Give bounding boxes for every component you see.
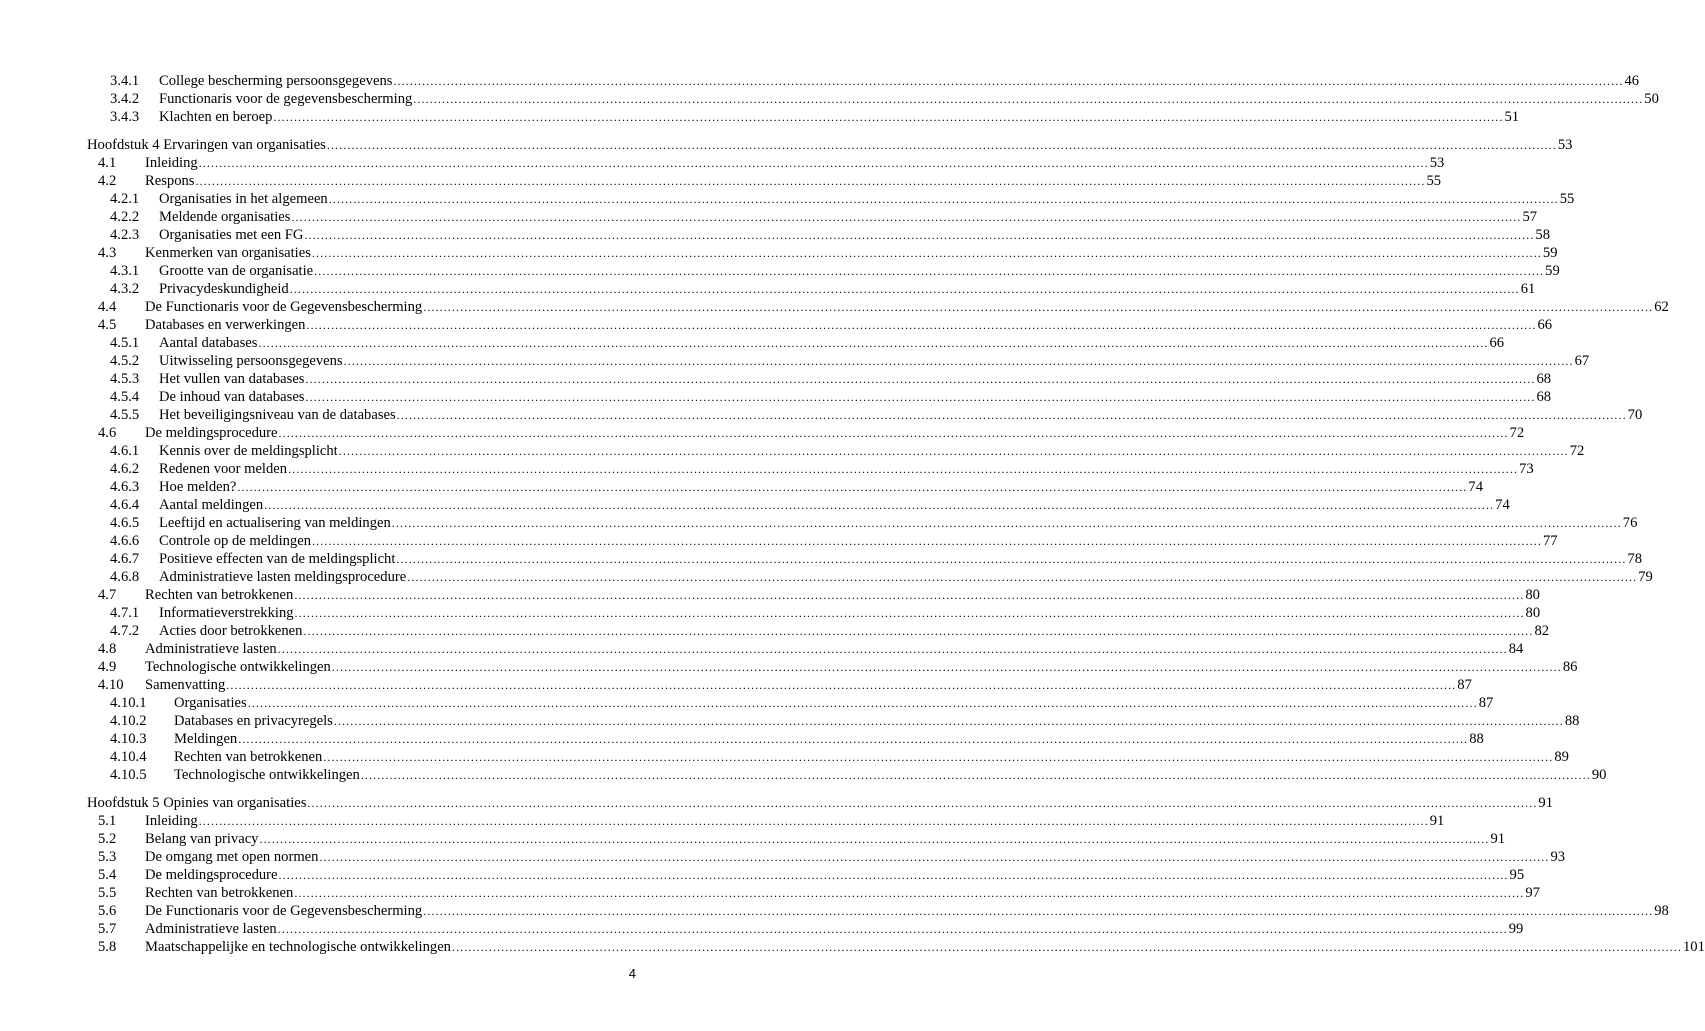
toc-entry[interactable] [87, 424, 1525, 442]
toc-dot-leader: ............................................................................................................................................................................................................................................................................................................ [195, 174, 1426, 188]
page-number: 4 [628, 966, 636, 981]
toc-entry[interactable] [87, 532, 1558, 550]
toc-dot-leader: ............................................................................................................................................................................................................................................................................................................ [333, 714, 1564, 728]
toc-entry-number: 5.6 [98, 903, 117, 919]
toc-entry-title: Aantal databases [159, 335, 258, 351]
toc-dot-leader: ............................................................................................................................................................................................................................................................................................................ [277, 922, 1508, 936]
toc-entry-number: 4.6.6 [110, 533, 140, 549]
toc-dot-leader: ............................................................................................................................................................................................................................................................................................................ [198, 814, 1429, 828]
toc-entry[interactable] [87, 586, 1540, 604]
toc-dot-leader: ............................................................................................................................................................................................................................................................................................................ [247, 696, 1478, 710]
toc-entry[interactable] [87, 208, 1538, 226]
toc-entry-page: 82 [1534, 623, 1550, 639]
toc-entry[interactable] [87, 568, 1653, 586]
toc-dot-leader: ............................................................................................................................................................................................................................................................................................................ [288, 462, 1519, 476]
toc-entry-number: 4.6 [98, 425, 117, 441]
toc-entry[interactable] [87, 352, 1590, 370]
toc-entry-title: Uitwisseling persoonsgegevens [159, 353, 343, 369]
toc-entry-number: 4.10.1 [110, 695, 147, 711]
toc-entry-page: 61 [1520, 281, 1536, 297]
toc-entry-page: 66 [1537, 317, 1553, 333]
toc-entry-number: 4.10.5 [110, 767, 147, 783]
toc-entry-title: Meldingen [174, 731, 238, 747]
toc-entry-number: 5.5 [98, 885, 117, 901]
toc-spacer [87, 126, 639, 136]
toc-entry-page: 68 [1536, 389, 1552, 405]
toc-entry-page: 87 [1478, 695, 1494, 711]
toc-dot-leader: ............................................................................................................................................................................................................................................................................................................ [258, 336, 1489, 350]
toc-entry-page: 101 [1682, 939, 1705, 955]
toc-entry-page: 91 [1490, 831, 1506, 847]
toc-entry-page: 95 [1509, 867, 1525, 883]
toc-entry-page: 99 [1508, 921, 1524, 937]
toc-entry-number: 4.6.5 [110, 515, 140, 531]
toc-entry-title: Grootte van de organisatie [159, 263, 314, 279]
toc-entry-number: 4.5.5 [110, 407, 140, 423]
toc-dot-leader: ............................................................................................................................................................................................................................................................................................................ [294, 886, 1525, 900]
toc-entry[interactable] [87, 226, 1551, 244]
toc-entry-page: 78 [1627, 551, 1643, 567]
toc-entry[interactable] [87, 920, 1524, 938]
toc-entry[interactable] [87, 388, 1552, 406]
toc-entry-number: 4.6.7 [110, 551, 140, 567]
toc-entry-page: 76 [1622, 515, 1638, 531]
toc-entry-page: 88 [1469, 731, 1484, 747]
toc-entry-title: Redenen voor melden [159, 461, 288, 477]
toc-entry[interactable] [87, 280, 1536, 298]
toc-entry-number: 5.1 [98, 813, 117, 829]
toc-entry-title: Meldende organisaties [159, 209, 291, 225]
table-of-contents [87, 72, 1705, 956]
toc-entry-page: 55 [1559, 191, 1575, 207]
toc-entry-number: 4.7.1 [110, 605, 140, 621]
toc-entry-page: 68 [1536, 371, 1552, 387]
toc-entry-title: Databases en verwerkingen [145, 317, 306, 333]
toc-entry[interactable] [87, 90, 1659, 108]
toc-spacer [87, 784, 639, 794]
toc-entry-title: Hoofdstuk 4 Ervaringen van organisaties [87, 137, 326, 153]
toc-dot-leader: ............................................................................................................................................................................................................................................................................................................ [294, 588, 1525, 602]
toc-entry-title: De Functionaris voor de Gegevensbescherming [145, 299, 423, 315]
toc-entry-page: 70 [1627, 407, 1643, 423]
toc-entry-page: 59 [1545, 263, 1560, 279]
toc-entry[interactable] [87, 694, 1494, 712]
toc-entry-number: 4.7.2 [110, 623, 140, 639]
toc-entry-page: 97 [1525, 885, 1540, 901]
toc-entry-page: 93 [1550, 849, 1566, 865]
toc-dot-leader: ............................................................................................................................................................................................................................................................................................................ [331, 660, 1562, 674]
toc-dot-leader: ............................................................................................................................................................................................................................................................................................................ [423, 904, 1654, 918]
toc-dot-leader: ............................................................................................................................................................................................................................................................................................................ [319, 850, 1550, 864]
toc-entry-title: Aantal meldingen [159, 497, 264, 513]
toc-entry-title: Organisaties in het algemeen [159, 191, 328, 207]
toc-dot-leader: ............................................................................................................................................................................................................................................................................................................ [343, 354, 1574, 368]
toc-entry[interactable] [87, 370, 1552, 388]
toc-entry-number: 4.5.4 [110, 389, 140, 405]
toc-entry-title: De meldingsprocedure [145, 425, 278, 441]
toc-entry-page: 80 [1525, 587, 1540, 603]
toc-entry-number: 4.7 [98, 587, 117, 603]
toc-entry[interactable] [87, 604, 1541, 622]
toc-entry-number: 4.6.1 [110, 443, 140, 459]
toc-entry-number: 5.4 [98, 867, 117, 883]
toc-entry-number: 4.6.4 [110, 497, 140, 513]
toc-entry-number: 4.4 [98, 299, 117, 315]
toc-entry-title: Positieve effecten van de meldingsplicht [159, 551, 396, 567]
toc-entry-title: Technologische ontwikkelingen [174, 767, 360, 783]
toc-entry-number: 5.3 [98, 849, 117, 865]
toc-entry[interactable] [87, 866, 1525, 884]
toc-entry-number: 4.8 [98, 641, 117, 657]
toc-entry-page: 91 [1429, 813, 1445, 829]
toc-entry-title: Rechten van betrokkenen [145, 885, 294, 901]
toc-entry[interactable] [87, 442, 1585, 460]
toc-entry-page: 72 [1569, 443, 1585, 459]
toc-entry-page: 53 [1429, 155, 1445, 171]
toc-entry-title: College bescherming persoonsgegevens [159, 73, 393, 89]
toc-entry-number: 4.5 [98, 317, 117, 333]
toc-entry-title: Administratieve lasten [145, 641, 277, 657]
toc-entry-number: 4.10.4 [110, 749, 147, 765]
toc-entry-page: 62 [1654, 299, 1669, 315]
toc-entry-title: De inhoud van databases [159, 389, 305, 405]
toc-entry[interactable] [87, 108, 1520, 126]
toc-dot-leader: ............................................................................................................................................................................................................................................................................................................ [360, 768, 1591, 782]
toc-entry-number: 4.10.3 [110, 731, 147, 747]
toc-entry-page: 46 [1624, 73, 1640, 89]
toc-dot-leader: ............................................................................................................................................................................................................................................................................................................ [278, 426, 1509, 440]
toc-entry-title: Databases en privacyregels [174, 713, 333, 729]
toc-dot-leader: ............................................................................................................................................................................................................................................................................................................ [396, 408, 1627, 422]
toc-entry-page: 80 [1525, 605, 1541, 621]
toc-entry[interactable] [87, 812, 1445, 830]
toc-entry[interactable] [87, 514, 1638, 532]
toc-entry[interactable] [87, 190, 1575, 208]
toc-entry-title: Klachten en beroep [159, 109, 273, 125]
toc-entry-title: Leeftijd en actualisering van meldingen [159, 515, 391, 531]
toc-dot-leader: ............................................................................................................................................................................................................................................................................................................ [289, 282, 1520, 296]
toc-entry-title: Belang van privacy [145, 831, 259, 847]
toc-entry[interactable] [87, 406, 1643, 424]
toc-dot-leader: ............................................................................................................................................................................................................................................................................................................ [314, 264, 1545, 278]
toc-dot-leader: ............................................................................................................................................................................................................................................................................................................ [323, 750, 1554, 764]
toc-entry[interactable] [87, 154, 1445, 172]
toc-dot-leader: ............................................................................................................................................................................................................................................................................................................ [264, 498, 1495, 512]
toc-entry[interactable] [87, 830, 1506, 848]
toc-entry[interactable] [87, 316, 1553, 334]
toc-entry-page: 59 [1542, 245, 1558, 261]
toc-entry-number: 4.2.2 [110, 209, 140, 225]
toc-dot-leader: ............................................................................................................................................................................................................................................................................................................ [238, 732, 1469, 746]
toc-entry-title: Administratieve lasten meldingsprocedure [159, 569, 407, 585]
toc-entry-number: 4.3 [98, 245, 117, 261]
toc-chapter-entry[interactable] [87, 794, 1554, 812]
toc-entry-number: 3.4.2 [110, 91, 140, 107]
toc-entry-number: 4.2 [98, 173, 117, 189]
toc-entry-page: 84 [1508, 641, 1524, 657]
toc-entry-page: 91 [1538, 795, 1554, 811]
toc-entry-title: Respons [145, 173, 195, 189]
toc-entry-page: 50 [1644, 91, 1659, 107]
toc-entry-page: 77 [1543, 533, 1558, 549]
toc-dot-leader: ............................................................................................................................................................................................................................................................................................................ [303, 624, 1534, 638]
toc-entry[interactable] [87, 938, 1705, 956]
toc-entry-number: 4.5.1 [110, 335, 140, 351]
toc-dot-leader: ............................................................................................................................................................................................................................................................................................................ [407, 570, 1638, 584]
toc-entry-title: Kenmerken van organisaties [145, 245, 311, 261]
toc-entry-number: 4.2.3 [110, 227, 140, 243]
toc-entry[interactable] [87, 748, 1569, 766]
toc-entry-page: 66 [1489, 335, 1505, 351]
toc-entry-page: 90 [1591, 767, 1607, 783]
toc-entry-number: 4.6.2 [110, 461, 140, 477]
toc-entry-title: Het vullen van databases [159, 371, 305, 387]
toc-entry[interactable] [87, 72, 1640, 90]
toc-entry-number: 4.10 [98, 677, 124, 693]
toc-entry-title: Organisaties met een FG [159, 227, 304, 243]
toc-entry[interactable] [87, 550, 1643, 568]
toc-entry-number: 4.1 [98, 155, 117, 171]
toc-entry-page: 79 [1638, 569, 1653, 585]
toc-entry-title: Functionaris voor de gegevensbescherming [159, 91, 413, 107]
toc-entry-number: 5.2 [98, 831, 117, 847]
toc-chapter-entry[interactable] [87, 136, 1573, 154]
toc-entry-page: 88 [1564, 713, 1580, 729]
toc-dot-leader: ............................................................................................................................................................................................................................................................................................................ [294, 606, 1525, 620]
toc-entry-title: Acties door betrokkenen [159, 623, 303, 639]
toc-dot-leader: ............................................................................................................................................................................................................................................................................................................ [391, 516, 1622, 530]
toc-entry-title: Het beveiligingsniveau van de databases [159, 407, 396, 423]
toc-entry-number: 4.6.3 [110, 479, 140, 495]
toc-dot-leader: ............................................................................................................................................................................................................................................................................................................ [259, 832, 1490, 846]
toc-entry-page: 86 [1562, 659, 1578, 675]
toc-entry-page: 89 [1554, 749, 1569, 765]
toc-dot-leader: ............................................................................................................................................................................................................................................................................................................ [237, 480, 1468, 494]
toc-entry-number: 3.4.1 [110, 73, 140, 89]
toc-entry-page: 57 [1522, 209, 1538, 225]
toc-dot-leader: ............................................................................................................................................................................................................................................................................................................ [291, 210, 1522, 224]
toc-entry[interactable] [87, 262, 1560, 280]
toc-entry-title: Privacydeskundigheid [159, 281, 289, 297]
toc-entry-number: 4.3.2 [110, 281, 140, 297]
toc-entry-title: Hoofdstuk 5 Opinies van organisaties [87, 795, 307, 811]
toc-dot-leader: ............................................................................................................................................................................................................................................................................................................ [273, 110, 1504, 124]
toc-dot-leader: ............................................................................................................................................................................................................................................................................................................ [413, 92, 1644, 106]
toc-entry-title: De meldingsprocedure [145, 867, 278, 883]
toc-entry[interactable] [87, 496, 1510, 514]
toc-entry-page: 74 [1468, 479, 1483, 495]
toc-entry-page: 58 [1535, 227, 1551, 243]
toc-entry[interactable] [87, 658, 1578, 676]
toc-entry-title: Hoe melden? [159, 479, 237, 495]
toc-entry-title: Rechten van betrokkenen [145, 587, 294, 603]
toc-dot-leader: ............................................................................................................................................................................................................................................................................................................ [278, 868, 1509, 882]
toc-dot-leader: ............................................................................................................................................................................................................................................................................................................ [307, 796, 1538, 810]
toc-entry-number: 4.6.8 [110, 569, 140, 585]
toc-entry-title: Informatieverstrekking [159, 605, 294, 621]
toc-entry[interactable] [87, 244, 1558, 262]
toc-entry[interactable] [87, 712, 1580, 730]
toc-entry[interactable] [87, 478, 1483, 496]
toc-entry-number: 4.5.2 [110, 353, 140, 369]
toc-entry-number: 4.3.1 [110, 263, 140, 279]
toc-entry-page: 55 [1426, 173, 1442, 189]
toc-entry[interactable] [87, 622, 1550, 640]
toc-entry-number: 4.5.3 [110, 371, 140, 387]
toc-dot-leader: ............................................................................................................................................................................................................................................................................................................ [451, 940, 1682, 954]
toc-entry[interactable] [87, 172, 1442, 190]
toc-dot-leader: ............................................................................................................................................................................................................................................................................................................ [328, 192, 1559, 206]
toc-entry-title: De Functionaris voor de Gegevensbescherming [145, 903, 423, 919]
toc-dot-leader: ............................................................................................................................................................................................................................................................................................................ [326, 138, 1557, 152]
toc-entry[interactable] [87, 884, 1540, 902]
toc-dot-leader: ............................................................................................................................................................................................................................................................................................................ [393, 74, 1624, 88]
toc-entry-page: 53 [1557, 137, 1573, 153]
toc-dot-leader: ............................................................................................................................................................................................................................................................................................................ [306, 318, 1537, 332]
toc-entry-number: 5.8 [98, 939, 117, 955]
toc-dot-leader: ............................................................................................................................................................................................................................................................................................................ [396, 552, 1627, 566]
toc-entry[interactable] [87, 460, 1534, 478]
toc-entry-title: Kennis over de meldingsplicht [159, 443, 338, 459]
toc-entry-title: Controle op de meldingen [159, 533, 311, 549]
toc-entry[interactable] [87, 298, 1669, 316]
toc-entry[interactable] [87, 730, 1484, 748]
toc-dot-leader: ............................................................................................................................................................................................................................................................................................................ [312, 534, 1542, 548]
toc-entry[interactable] [87, 848, 1566, 866]
toc-entry[interactable] [87, 676, 1472, 694]
toc-dot-leader: ............................................................................................................................................................................................................................................................................................................ [198, 156, 1429, 170]
toc-entry[interactable] [87, 334, 1505, 352]
toc-entry-page: 73 [1519, 461, 1534, 477]
toc-entry[interactable] [87, 766, 1607, 784]
toc-entry-page: 74 [1495, 497, 1510, 513]
toc-dot-leader: ............................................................................................................................................................................................................................................................................................................ [305, 390, 1536, 404]
toc-dot-leader: ............................................................................................................................................................................................................................................................................................................ [277, 642, 1508, 656]
toc-dot-leader: ............................................................................................................................................................................................................................................................................................................ [226, 678, 1457, 692]
toc-entry-number: 4.9 [98, 659, 117, 675]
toc-entry-title: Inleiding [145, 155, 198, 171]
toc-entry-title: Inleiding [145, 813, 198, 829]
toc-entry[interactable] [87, 640, 1524, 658]
toc-entry-title: Technologische ontwikkelingen [145, 659, 331, 675]
toc-entry-number: 5.7 [98, 921, 117, 937]
toc-entry-page: 67 [1574, 353, 1590, 369]
toc-entry-page: 98 [1654, 903, 1669, 919]
toc-entry-title: Maatschappelijke en technologische ontwikkelingen [145, 939, 451, 955]
toc-entry-page: 87 [1457, 677, 1472, 693]
toc-entry-title: Organisaties [174, 695, 247, 711]
toc-dot-leader: ............................................................................................................................................................................................................................................................................................................ [423, 300, 1654, 314]
toc-dot-leader: ............................................................................................................................................................................................................................................................................................................ [304, 228, 1535, 242]
toc-dot-leader: ............................................................................................................................................................................................................................................................................................................ [305, 372, 1536, 386]
toc-entry-title: Rechten van betrokkenen [174, 749, 323, 765]
toc-entry[interactable] [87, 902, 1669, 920]
toc-entry-title: Administratieve lasten [145, 921, 277, 937]
toc-entry-page: 51 [1504, 109, 1520, 125]
toc-entry-title: De omgang met open normen [145, 849, 319, 865]
toc-entry-number: 3.4.3 [110, 109, 140, 125]
toc-entry-number: 4.2.1 [110, 191, 140, 207]
toc-entry-number: 4.10.2 [110, 713, 147, 729]
toc-entry-page: 72 [1509, 425, 1525, 441]
toc-dot-leader: ............................................................................................................................................................................................................................................................................................................ [338, 444, 1569, 458]
toc-entry-title: Samenvatting [145, 677, 226, 693]
toc-dot-leader: ............................................................................................................................................................................................................................................................................................................ [311, 246, 1542, 260]
